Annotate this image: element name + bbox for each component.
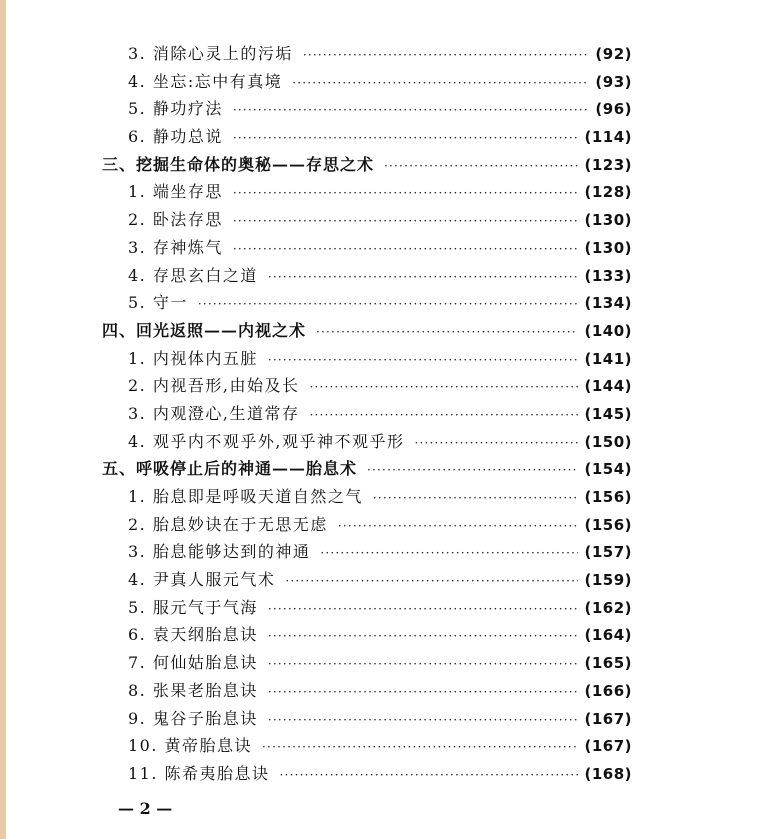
dot-leader [233, 125, 579, 153]
dot-leader [268, 623, 579, 651]
toc-entry-title: 1. 内视体内五脏 [128, 348, 258, 368]
dot-leader [292, 70, 589, 98]
toc-entry-title: 2. 胎息妙诀在于无思无虑 [128, 514, 328, 534]
toc-entry-page: (154) [584, 460, 632, 479]
dot-leader [268, 651, 579, 679]
dot-leader [367, 457, 578, 485]
toc-entry-page: (167) [584, 737, 632, 756]
toc-entry-page: (156) [584, 515, 632, 534]
toc-entry-title: 10. 黄帝胎息诀 [128, 736, 253, 756]
toc-entry [102, 372, 632, 400]
toc-section-entry [102, 317, 632, 345]
toc-entry [102, 178, 632, 206]
toc-entry [102, 234, 632, 262]
toc-entry-page: (150) [584, 432, 632, 451]
toc-entry-title: 4. 观乎内不观乎外,观乎神不观乎形 [128, 431, 405, 451]
toc-entry [102, 123, 632, 151]
toc-entry-title: 7. 何仙姑胎息诀 [128, 653, 258, 673]
toc-entry-title: 五、呼吸停止后的神通——胎息术 [102, 459, 358, 479]
toc-entry-title: 3. 胎息能够达到的神通 [128, 542, 311, 562]
toc-entry-title: 四、回光返照——内视之术 [102, 320, 307, 340]
toc-entry-page: (128) [584, 183, 632, 202]
table-of-contents [102, 40, 632, 788]
toc-entry [102, 428, 632, 456]
toc-entry [102, 649, 632, 677]
dot-leader [303, 42, 590, 70]
toc-entry [102, 566, 632, 594]
dot-leader [233, 180, 579, 208]
toc-entry-page: (134) [584, 294, 632, 313]
page-edge [0, 0, 6, 839]
toc-entry-page: (164) [584, 626, 632, 645]
toc-entry [102, 732, 632, 760]
toc-entry-page: (157) [584, 543, 632, 562]
toc-entry-title: 5. 服元气于气海 [128, 597, 258, 617]
toc-entry-page: (167) [584, 709, 632, 728]
toc-entry-title: 1. 胎息即是呼吸天道自然之气 [128, 487, 363, 506]
toc-entry-page: (96) [595, 100, 632, 119]
toc-entry-page: (114) [584, 128, 632, 147]
dot-leader [268, 707, 579, 735]
toc-entry-page: (144) [584, 377, 632, 396]
toc-entry [102, 677, 632, 705]
toc-entry-page: (165) [584, 654, 632, 673]
toc-entry [102, 483, 632, 511]
toc-entry [102, 40, 632, 68]
toc-entry-page: (156) [584, 488, 632, 506]
toc-entry [102, 760, 632, 788]
toc-entry-page: (93) [595, 72, 632, 91]
dot-leader [268, 347, 579, 375]
dot-leader [338, 513, 579, 541]
dot-leader [384, 153, 578, 181]
dot-leader [198, 291, 579, 319]
toc-entry-title: 三、挖掘生命体的奥秘——存思之术 [102, 154, 375, 174]
toc-section-entry [102, 455, 632, 483]
dot-leader [309, 402, 578, 430]
toc-entry [102, 594, 632, 622]
toc-entry-page: (123) [584, 155, 632, 174]
toc-entry-title: 4. 坐忘:忘中有真境 [128, 71, 283, 91]
toc-entry [102, 95, 632, 123]
toc-entry-page: (159) [584, 571, 632, 590]
dot-leader [233, 208, 579, 236]
toc-entry-page: (166) [584, 681, 632, 700]
toc-entry-page: (133) [584, 266, 632, 285]
toc-entry [102, 289, 632, 317]
toc-entry-page: (130) [584, 238, 632, 257]
toc-entry-title: 5. 守一 [128, 293, 188, 313]
toc-entry-title: 4. 存思玄白之道 [128, 265, 258, 285]
dot-leader [268, 596, 579, 624]
toc-entry-title: 4. 尹真人服元气术 [128, 570, 276, 590]
toc-entry [102, 262, 632, 290]
dot-leader [262, 734, 578, 762]
toc-section-entry [102, 151, 632, 179]
dot-leader [373, 485, 579, 513]
toc-entry [102, 621, 632, 649]
toc-entry-title: 5. 静功疗法 [128, 99, 223, 119]
toc-entry [102, 705, 632, 733]
toc-entry-title: 2. 卧法存思 [128, 210, 223, 230]
dot-leader [320, 540, 578, 568]
toc-entry-title: 2. 内视吾形,由始及长 [128, 376, 300, 396]
toc-entry-page: (162) [584, 598, 632, 617]
toc-entry-page: (141) [584, 349, 632, 368]
dot-leader [280, 762, 579, 790]
toc-entry-page: (145) [584, 404, 632, 423]
toc-entry-title: 9. 鬼谷子胎息诀 [128, 708, 258, 728]
toc-entry [102, 345, 632, 373]
toc-entry-title: 6. 袁天纲胎息诀 [128, 625, 258, 645]
dot-leader [233, 97, 590, 125]
toc-entry-title: 6. 静功总说 [128, 127, 223, 147]
toc-entry-page: (130) [584, 211, 632, 230]
dot-leader [233, 236, 579, 264]
dot-leader [268, 679, 579, 707]
toc-entry-page: (92) [595, 45, 632, 63]
toc-entry-title: 3. 内观澄心,生道常存 [128, 403, 300, 423]
toc-entry-title: 3. 存神炼气 [128, 237, 223, 257]
dot-leader [268, 264, 579, 292]
toc-entry [102, 68, 632, 96]
toc-entry-title: 1. 端坐存思 [128, 182, 223, 202]
toc-entry [102, 511, 632, 539]
toc-entry-title: 3. 消除心灵上的污垢 [128, 44, 293, 63]
toc-entry [102, 538, 632, 566]
toc-entry-title: 11. 陈希夷胎息诀 [128, 763, 270, 783]
toc-entry-page: (140) [584, 321, 632, 340]
dot-leader [285, 568, 578, 596]
dot-leader [414, 430, 578, 458]
dot-leader [309, 374, 578, 402]
toc-entry [102, 400, 632, 428]
page-number: — 2 — [118, 799, 173, 818]
toc-entry-page: (168) [584, 764, 632, 783]
dot-leader [316, 319, 578, 347]
toc-entry [102, 206, 632, 234]
toc-entry-title: 8. 张果老胎息诀 [128, 680, 258, 700]
